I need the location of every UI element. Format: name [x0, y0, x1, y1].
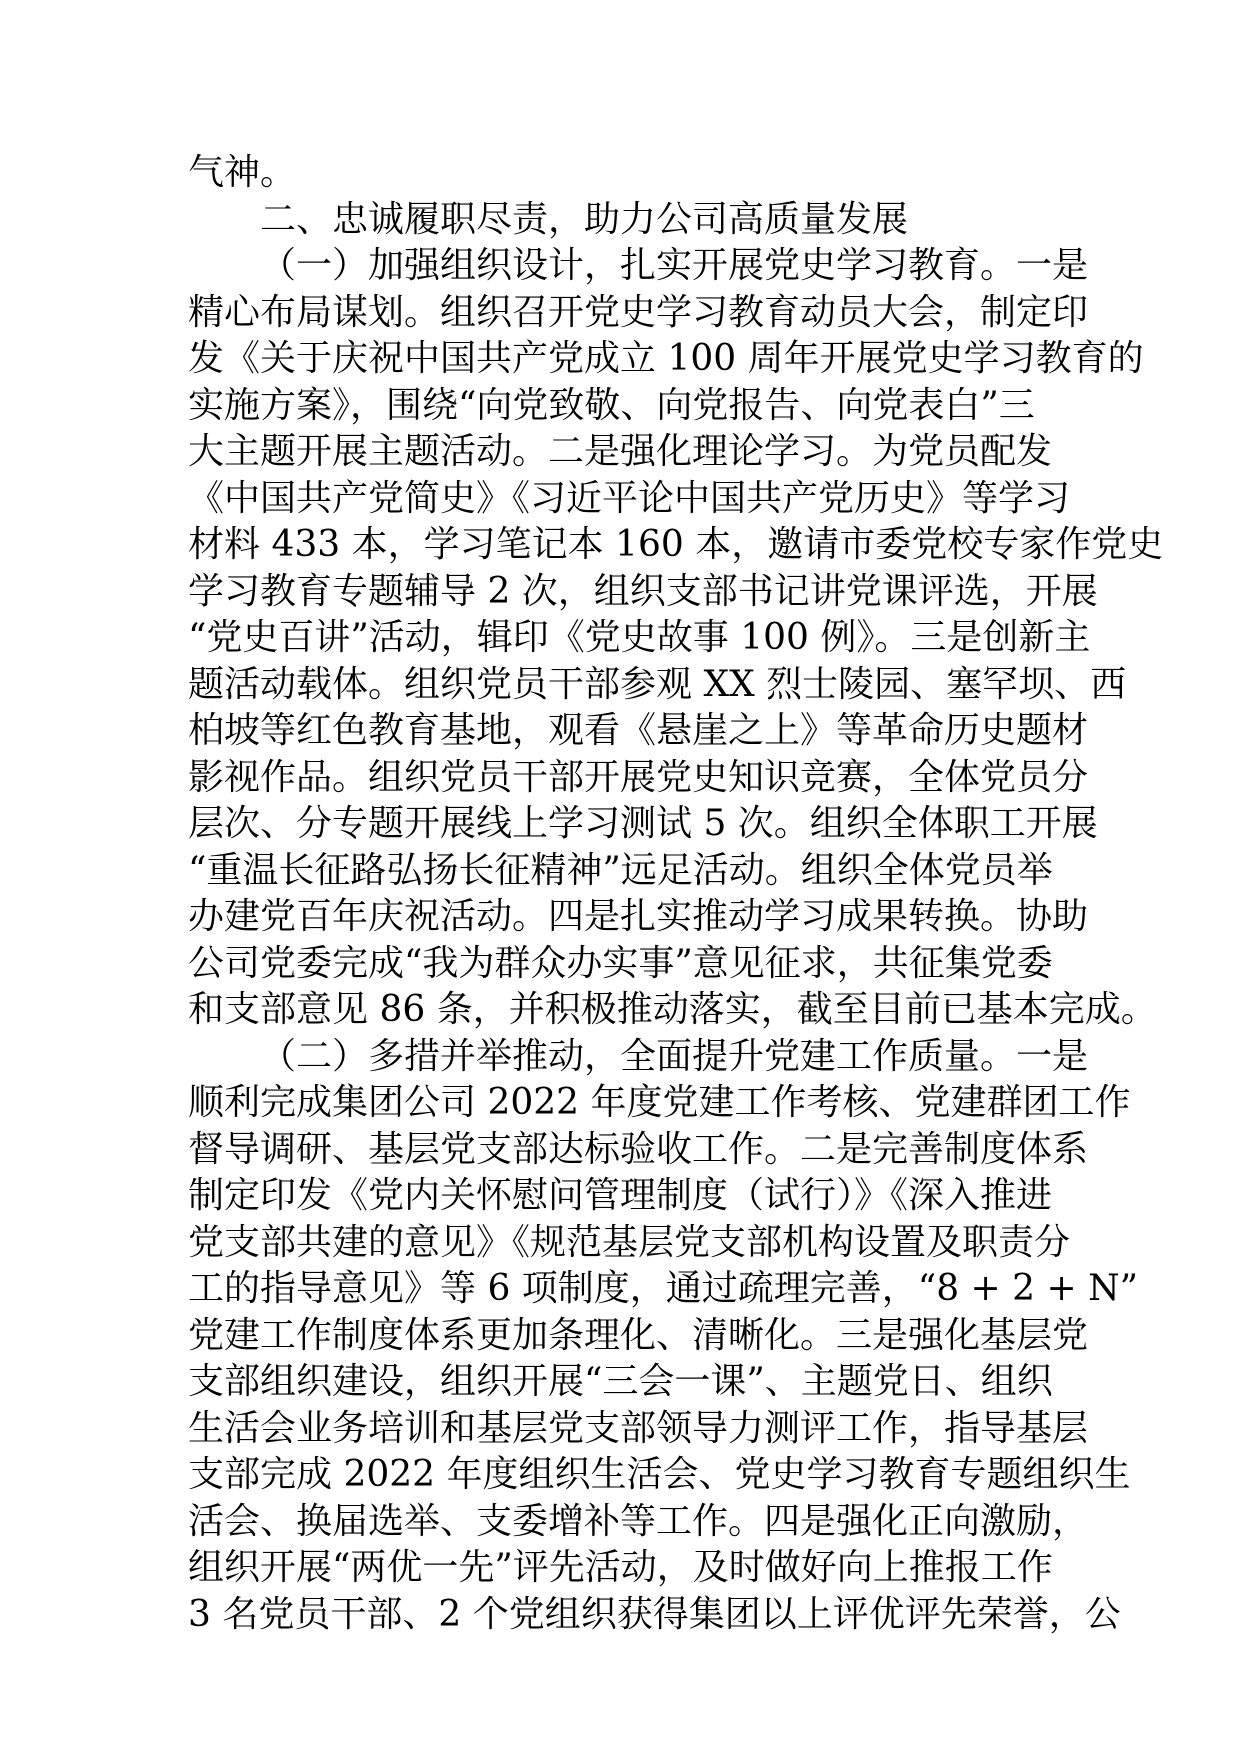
text-line: 层次、分专题开展线上学习测试 5 次。组织全体职工开展 [188, 803, 1098, 844]
text-line: 题活动载体。组织党员干部参观 XX 烈士陵园、塞罕坝、西 [188, 663, 1127, 705]
paragraph-first-line: （一）加强组织设计，扎实开展党史学习教育。一是 [260, 245, 1089, 286]
text-line: 学习教育专题辅导 2 次，组织支部书记讲党课评选，开展 [188, 570, 1098, 612]
text-line: “党史百讲”活动，辑印《党史故事 100 例》。三是创新主 [188, 617, 1091, 658]
text-line: 3 名党员干部、2 个党组织获得集团以上评优评先荣誉，公 [188, 1593, 1121, 1635]
paragraph-first-line: （二）多措并举推动，全面提升党建工作质量。一是 [260, 1035, 1089, 1077]
text-line: 气神。 [188, 152, 297, 193]
text-line: 督导调研、基层党支部达标验收工作。二是完善制度体系 [188, 1128, 1089, 1170]
text-line: 党建工作制度体系更加条理化、清晰化。三是强化基层党 [188, 1314, 1089, 1356]
text-line: 材料 433 本，学习笔记本 160 本，邀请市委党校专家作党史 [188, 524, 1164, 565]
text-line: 和支部意见 86 条，并积极推动落实，截至目前已基本完成。 [188, 989, 1157, 1030]
text-line: 公司党委完成“我为群众办实事”意见征求，共征集党委 [188, 942, 1053, 984]
text-line: 柏坡等红色教育基地，观看《悬崖之上》等革命历史题材 [188, 710, 1089, 751]
text-line: 工的指导意见》等 6 项制度，通过疏理完善，“8 + 2 + N” [188, 1268, 1139, 1309]
text-line: 支部组织建设，组织开展“三会一课”、主题党日、组织 [188, 1361, 1053, 1402]
text-line: 办建党百年庆祝活动。四是扎实推动学习成果转换。协助 [188, 896, 1089, 937]
document-body [188, 150, 1164, 1638]
text-line: 发《关于庆祝中国共产党成立 100 周年开展党史学习教育的 [188, 338, 1144, 379]
text-line: “重温长征路弘扬长征精神”远足活动。组织全体党员举 [188, 849, 1053, 891]
section-heading: 二、忠诚履职尽责，助力公司高质量发展 [260, 198, 909, 240]
text-line: 组织开展“两优一先”评先活动，及时做好向上推报工作 [188, 1547, 1053, 1588]
text-line: 活会、换届选举、支委增补等工作。四是强化正向激励， [188, 1500, 1089, 1542]
text-line: 生活会业务培训和基层党支部领导力测评工作，指导基层 [188, 1407, 1089, 1449]
text-line: 实施方案》，围绕“向党致敬、向党报告、向党表白”三 [188, 384, 1035, 426]
text-line: 支部完成 2022 年度组织生活会、党史学习教育专题组织生 [188, 1454, 1131, 1495]
text-line: 影视作品。组织党员干部开展党史知识竞赛，全体党员分 [188, 756, 1089, 798]
text-line: 《中国共产党简史》《习近平论中国共产党历史》等学习 [188, 477, 1071, 519]
text-line: 精心布局谋划。组织召开党史学习教育动员大会，制定印 [188, 291, 1089, 333]
text-line: 党支部共建的意见》《规范基层党支部机构设置及职责分 [188, 1221, 1071, 1263]
text-line: 制定印发《党内关怀慰问管理制度（试行）》《深入推进 [188, 1175, 1053, 1216]
text-line: 顺利完成集团公司 2022 年度党建工作考核、党建群团工作 [188, 1082, 1131, 1123]
text-line: 大主题开展主题活动。二是强化理论学习。为党员配发 [188, 431, 1053, 472]
